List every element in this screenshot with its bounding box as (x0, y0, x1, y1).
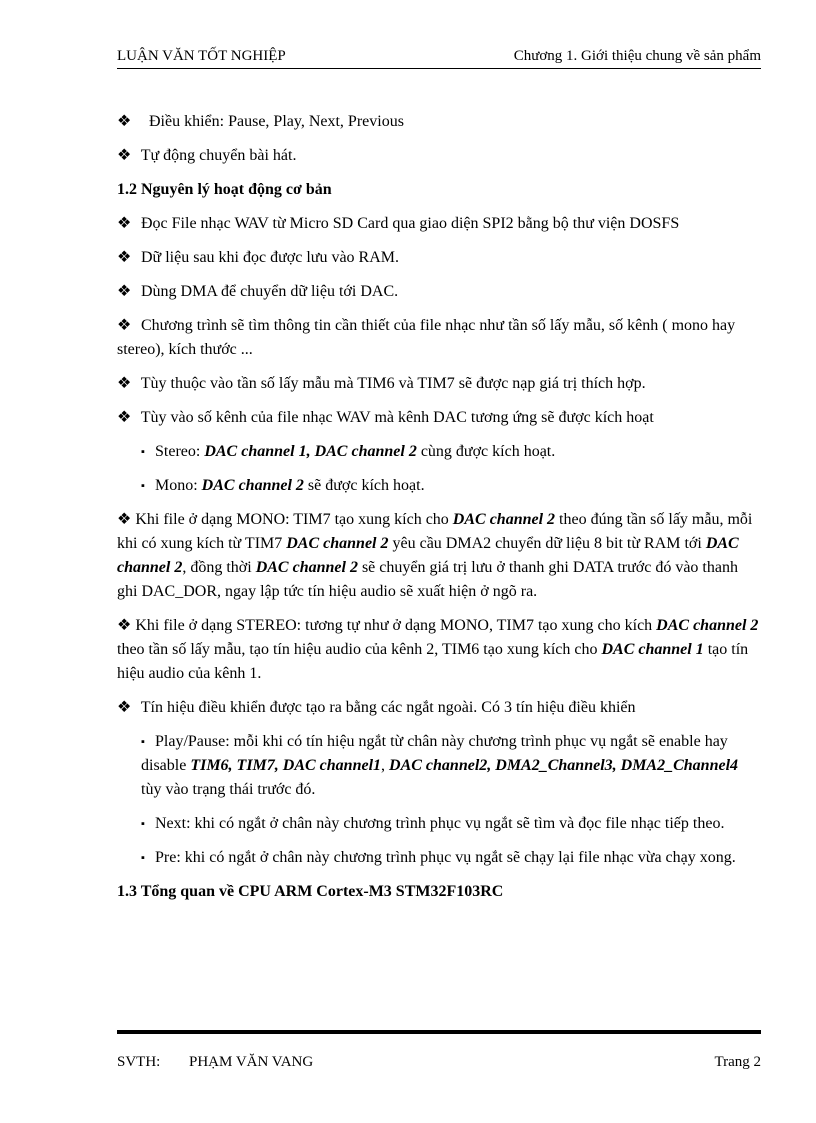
sub-text: Stereo: (155, 443, 205, 460)
bullet-text: Dùng DMA để chuyển dữ liệu tới DAC. (141, 283, 399, 300)
sub-text: cùng được kích hoạt. (416, 443, 556, 460)
diamond-bullet-icon: ❖ (117, 317, 132, 334)
sub-emph: DAC channel2, DMA2_Channel3, DMA2_Channel4 (389, 757, 739, 774)
diamond-bullet-icon: ❖ (117, 283, 132, 300)
footer-page-number: Trang 2 (714, 1054, 761, 1070)
sub-item-play-pause (141, 730, 761, 802)
bullet-dma (117, 280, 761, 304)
square-bullet-icon: ▪ (141, 446, 145, 458)
sub-item-pre (141, 846, 761, 870)
sub-emph: TIM6, TIM7, DAC channel1 (190, 757, 382, 774)
bullet-text: Điều khiển: Pause, Play, Next, Previous (149, 113, 404, 130)
para-text: Khi file ở dạng STEREO: tương tự như ở dạng MONO, TIM7 tạo xung cho kích (135, 617, 657, 634)
bullet-text: Tín hiệu điều khiển được tạo ra bằng các ngắt ngoài. Có 3 tín hiệu điều khiển (140, 699, 636, 716)
sub-text: Pre: khi có ngắt ở chân này chương trình phục vụ ngắt sẽ chạy lại file nhạc vừa chạy xong. (155, 849, 736, 866)
para-text: Khi file ở dạng MONO: TIM7 tạo xung kích cho (135, 511, 453, 528)
para-text: yêu cầu DMA2 chuyển dữ liệu 8 bit từ RAM tới (388, 535, 706, 552)
diamond-bullet-icon: ❖ (117, 249, 132, 266)
footer-svth-label: SVTH: (117, 1054, 161, 1070)
document-body (117, 110, 761, 914)
bullet-file-info (117, 314, 761, 362)
sub-emph: DAC channel 2 (201, 477, 304, 494)
para-text: theo đúng tần số lấy mẫu, mỗi khi có xung kích từ TIM7 (117, 511, 753, 552)
page-header (117, 46, 761, 69)
sub-text: tùy vào trạng thái trước đó. (141, 781, 316, 798)
bullet-text: Tùy thuộc vào tần số lấy mẫu mà TIM6 và TIM7 sẽ được nạp giá trị thích hợp. (140, 375, 646, 392)
para-text: tạo tín hiệu audio của kênh 1. (117, 641, 749, 682)
square-bullet-icon: ▪ (141, 480, 145, 492)
bullet-text: Chương trình sẽ tìm thông tin cần thiết của file nhạc như tần số lấy mẫu, số kênh ( mono hay stereo), kích thước ... (117, 317, 736, 358)
sub-text: sẽ được kích hoạt. (303, 477, 425, 494)
para-emph: DAC channel 2 (255, 559, 358, 576)
bullet-text: Tùy vào số kênh của file nhạc WAV mà kênh DAC tương ứng sẽ được kích hoạt (140, 409, 654, 426)
bullet-read-file (117, 212, 761, 236)
paragraph-stereo (117, 614, 761, 686)
sub-item-stereo (141, 440, 761, 464)
para-emph: DAC channel 2 (286, 535, 389, 552)
bullet-ram (117, 246, 761, 270)
sub-item-next (141, 812, 761, 836)
bullet-text: Tự động chuyển bài hát. (140, 147, 297, 164)
bullet-text: Dữ liệu sau khi đọc được lưu vào RAM. (141, 249, 399, 266)
sub-emph: DAC channel 1, DAC channel 2 (204, 443, 417, 460)
para-text: , đồng thời (182, 559, 256, 576)
diamond-bullet-icon: ❖ (117, 375, 132, 392)
square-bullet-icon: ▪ (141, 818, 145, 830)
header-thesis-title: LUẬN VĂN TỐT NGHIỆP (117, 48, 286, 64)
bullet-timers (117, 372, 761, 396)
square-bullet-icon: ▪ (141, 852, 145, 864)
sub-item-mono (141, 474, 761, 498)
header-chapter-title: Chương 1. Giới thiệu chung về sản phẩm (513, 48, 761, 64)
bullet-controls (117, 110, 761, 134)
sub-text: Play/Pause: mỗi khi có tín hiệu ngắt từ chân này chương trình phục vụ ngắt sẽ enable hay disable (141, 733, 728, 774)
para-emph: DAC channel 2 (452, 511, 556, 528)
diamond-bullet-icon: ❖ (117, 617, 132, 634)
para-text: sẽ chuyển giá trị lưu ở thanh ghi DATA trước đó vào thanh ghi DAC_DOR, ngay lập tức tín hiệu audio sẽ xuất hiện ở ngõ ra. (117, 559, 738, 600)
para-text: theo tần số lấy mẫu, tạo tín hiệu audio của kênh 2, TIM6 tạo xung kích cho (117, 641, 602, 658)
sub-text: , (381, 757, 390, 774)
diamond-bullet-icon: ❖ (117, 699, 132, 716)
section-heading-1-3: 1.3 Tổng quan về CPU ARM Cortex-M3 STM32F103RC (117, 883, 504, 900)
footer-student-name: PHẠM VĂN VANG (189, 1054, 314, 1070)
sub-text: Next: khi có ngắt ở chân này chương trình phục vụ ngắt sẽ tìm và đọc file nhạc tiếp theo. (155, 815, 725, 832)
footer-rule (117, 1030, 761, 1034)
diamond-bullet-icon: ❖ (117, 113, 132, 130)
diamond-bullet-icon: ❖ (117, 147, 132, 164)
diamond-bullet-icon: ❖ (117, 511, 132, 528)
para-emph: DAC channel 2 (656, 617, 759, 634)
bullet-channels (117, 406, 761, 430)
bullet-auto-next (117, 144, 761, 168)
paragraph-mono (117, 508, 761, 604)
para-emph: DAC channel 2 (117, 535, 739, 576)
square-bullet-icon: ▪ (141, 736, 145, 748)
diamond-bullet-icon: ❖ (117, 409, 132, 426)
bullet-control-signals (117, 696, 761, 720)
bullet-text: Đọc File nhạc WAV từ Micro SD Card qua giao diện SPI2 bằng bộ thư viện DOSFS (141, 215, 680, 232)
para-emph: DAC channel 1 (601, 641, 704, 658)
sub-text: Mono: (155, 477, 202, 494)
section-heading-1-2: 1.2 Nguyên lý hoạt động cơ bản (117, 181, 332, 198)
diamond-bullet-icon: ❖ (117, 215, 132, 232)
